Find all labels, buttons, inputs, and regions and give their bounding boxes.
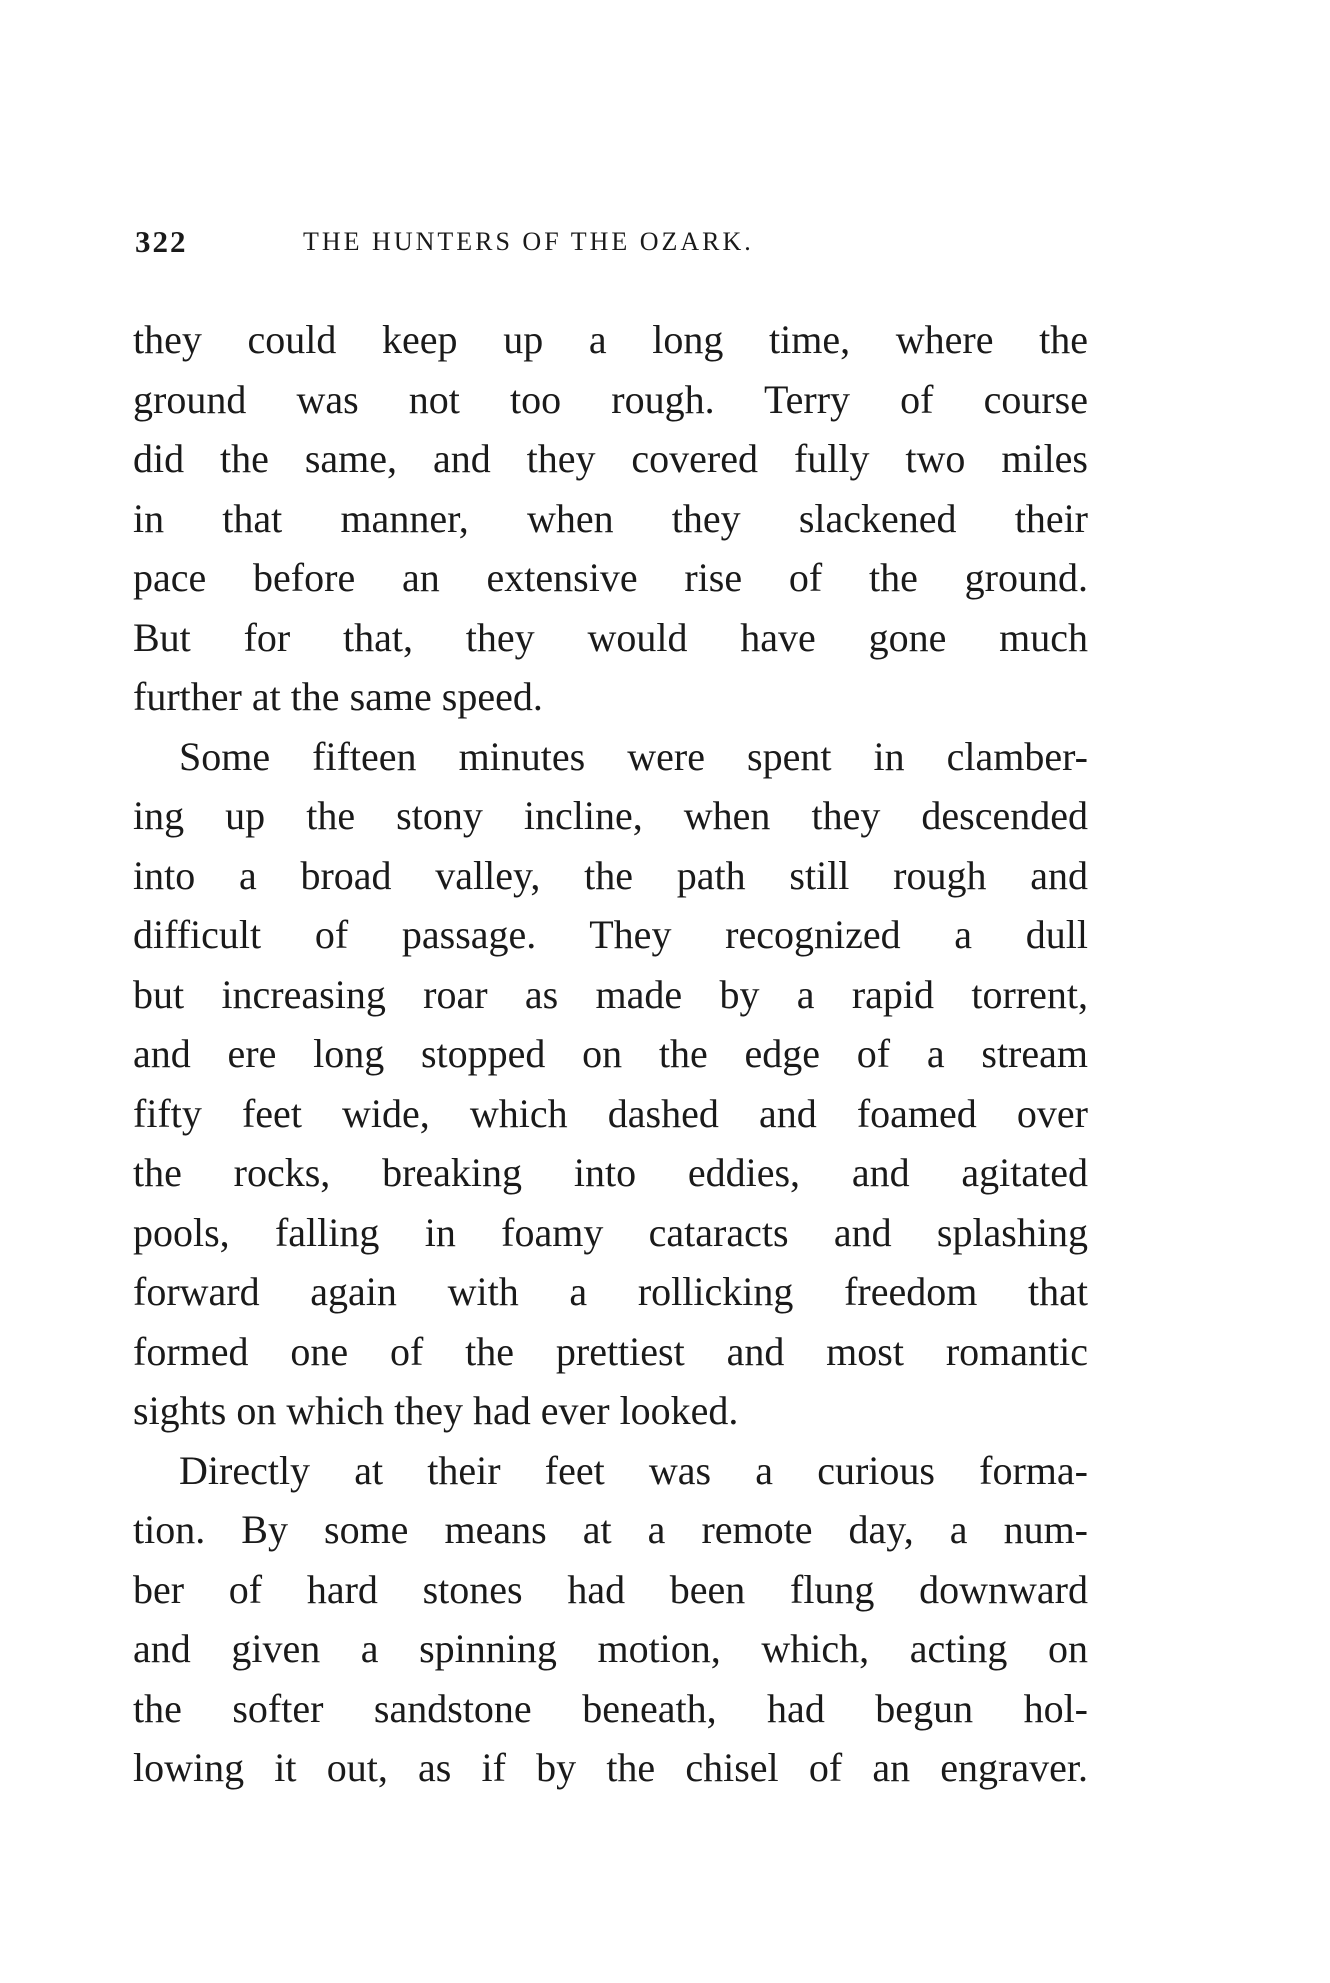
text-line: and given a spinning motion, which, acting on bbox=[133, 1626, 1088, 1671]
text-line: But for that, they would have gone much bbox=[133, 614, 1088, 660]
text-line: difficult of passage. They recognized a dull bbox=[133, 912, 1088, 957]
text-line: further at the same speed. bbox=[133, 674, 543, 719]
text-line: and ere long stopped on the edge of a stream bbox=[133, 1031, 1088, 1076]
text-line: tion. By some means at a remote day, a num- bbox=[133, 1507, 1088, 1552]
text-line: forward again with a rollicking freedom that bbox=[133, 1269, 1088, 1314]
text-line: ing up the stony incline, when they descended bbox=[133, 793, 1088, 838]
body-text bbox=[133, 310, 1088, 1798]
text-line: into a broad valley, the path still rough and bbox=[133, 852, 1088, 898]
text-line: they could keep up a long time, where the bbox=[133, 317, 1088, 362]
text-line: ground was not too rough. Terry of course bbox=[133, 376, 1088, 422]
running-head bbox=[135, 222, 1075, 262]
text-line: in that manner, when they slackened their bbox=[133, 495, 1088, 541]
text-line: Directly at their feet was a curious forma- bbox=[179, 1447, 1088, 1493]
text-line: lowing it out, as if by the chisel of an engraver. bbox=[133, 1745, 1088, 1790]
text-line: did the same, and they covered fully two miles bbox=[133, 436, 1088, 481]
text-line: formed one of the prettiest and most romantic bbox=[133, 1328, 1088, 1374]
text-line: sights on which they had ever looked. bbox=[133, 1388, 739, 1433]
text-line: the rocks, breaking into eddies, and agitated bbox=[133, 1150, 1088, 1195]
running-title: THE HUNTERS OF THE OZARK. bbox=[303, 227, 754, 256]
text-line: pace before an extensive rise of the ground. bbox=[133, 555, 1088, 600]
text-line: ber of hard stones had been flung downward bbox=[133, 1566, 1088, 1612]
paragraph bbox=[133, 727, 1088, 1441]
page-number: 322 bbox=[135, 224, 188, 259]
text-line: the softer sandstone beneath, had begun hol- bbox=[133, 1685, 1088, 1731]
paragraph bbox=[133, 310, 1088, 727]
text-line: pools, falling in foamy cataracts and splashing bbox=[133, 1209, 1088, 1255]
text-line: fifty feet wide, which dashed and foamed over bbox=[133, 1090, 1088, 1136]
text-line: but increasing roar as made by a rapid torrent, bbox=[133, 971, 1088, 1017]
text-line: Some fifteen minutes were spent in clamber- bbox=[179, 733, 1088, 779]
paragraph bbox=[133, 1441, 1088, 1798]
